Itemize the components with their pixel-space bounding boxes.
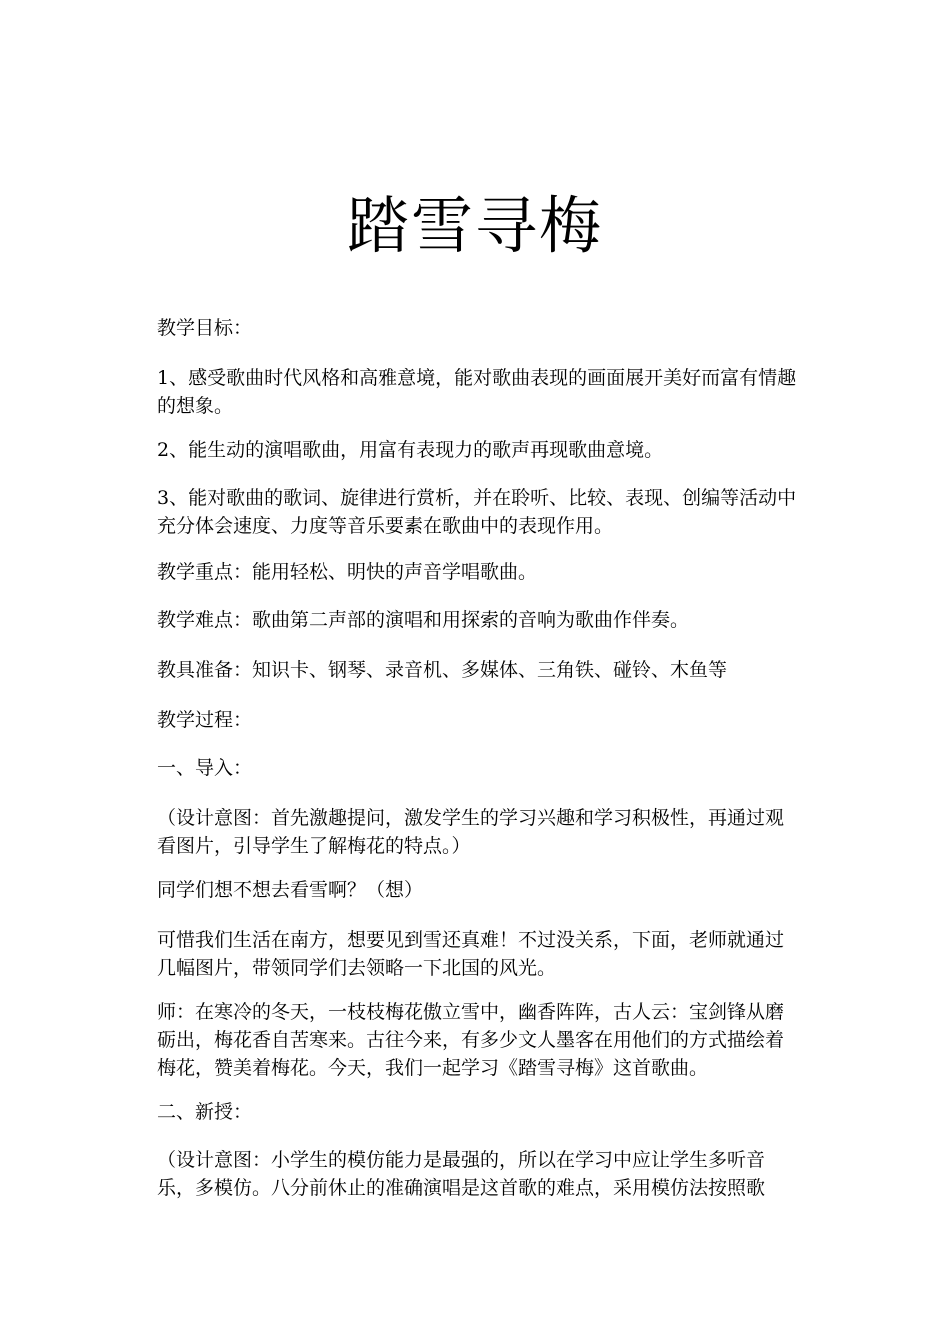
paragraph-goal-2: 2、能生动的演唱歌曲，用富有表现力的歌声再现歌曲意境。: [157, 439, 664, 461]
paragraph-question: 同学们想不想去看雪啊？（想）: [157, 879, 424, 901]
paragraph-teacher-plum: 师：在寒冷的冬天，一枝枝梅花傲立雪中，幽香阵阵，古人云：宝剑锋从磨砺出，梅花香自苦寒来。古往今来，有多少文人墨客在用他们的方式描绘着梅花，赞美着梅花。今天，我们一起学习《踏雪寻梅》这首歌曲。: [157, 1001, 785, 1079]
paragraph-difficulties: 教学难点：歌曲第二声部的演唱和用探索的音响为歌曲作伴奏。: [157, 609, 690, 631]
paragraph-design-intent-2: （设计意图：小学生的模仿能力是最强的，所以在学习中应让学生多听音乐，多模仿。八分前休止的准确演唱是这首歌的难点，采用模仿法按照歌: [157, 1149, 766, 1199]
paragraph-teaching-goals-heading: 教学目标：: [157, 317, 253, 339]
paragraph-goal-1: 1、感受歌曲时代风格和高雅意境，能对歌曲表现的画面展开美好而富有情趣的想象。: [157, 367, 797, 417]
paragraph-south-snow: 可惜我们生活在南方，想要见到雪还真难！不过没关系，下面，老师就通过几幅图片，带领同学们去领略一下北国的风光。: [157, 929, 785, 979]
paragraph-section-intro-heading: 一、导入：: [157, 757, 253, 779]
paragraph-materials: 教具准备：知识卡、钢琴、录音机、多媒体、三角铁、碰铃、木鱼等: [157, 659, 728, 681]
paragraph-goal-3: 3、能对歌曲的歌词、旋律进行赏析，并在聆听、比较、表现、创编等活动中充分体会速度、力度等音乐要素在歌曲中的表现作用。: [157, 487, 797, 537]
document-title: 踏雪寻梅: [346, 189, 603, 262]
paragraph-process-heading: 教学过程：: [157, 709, 253, 731]
paragraph-design-intent-1: （设计意图：首先激趣提问，激发学生的学习兴趣和学习积极性，再通过观看图片，引导学生了解梅花的特点。）: [157, 807, 785, 857]
paragraph-section-new-heading: 二、新授：: [157, 1101, 253, 1123]
paragraph-key-points: 教学重点：能用轻松、明快的声音学唱歌曲。: [157, 561, 538, 583]
